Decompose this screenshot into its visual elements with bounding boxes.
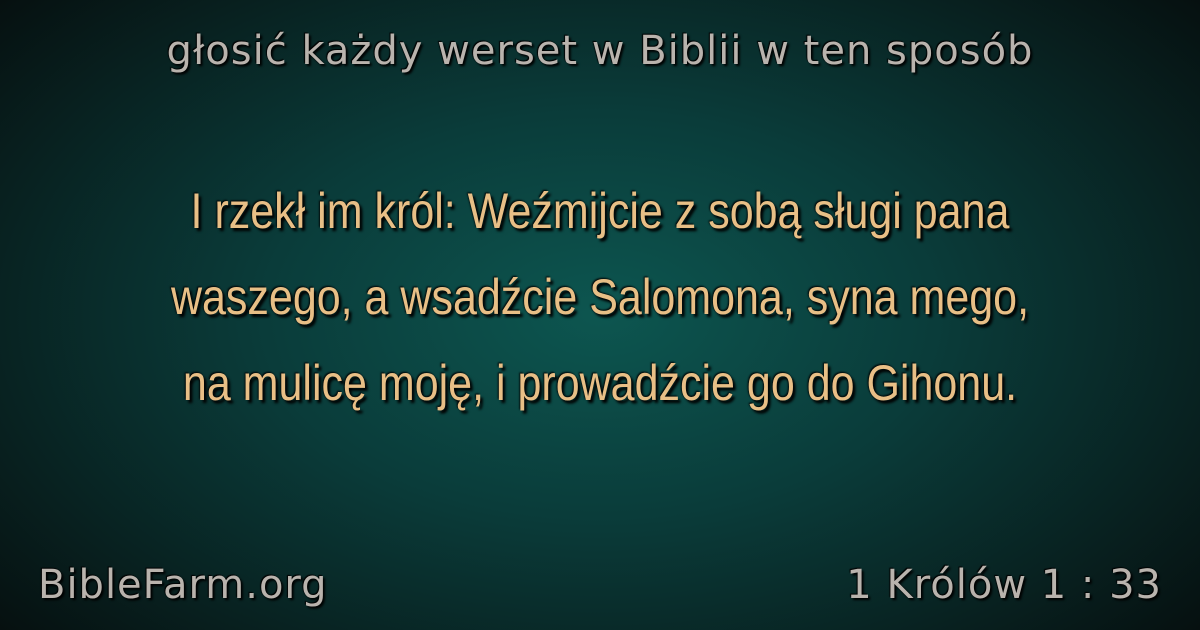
verse-text: [40, 168, 1160, 426]
verse-reference: 1 Królów 1 : 33: [846, 562, 1162, 608]
verse-line-1: I rzekł im król: Weźmijcie z sobą sługi pana: [190, 183, 1010, 239]
tagline: głosić każdy werset w Biblii w ten sposób: [166, 28, 1034, 74]
site-name: BibleFarm.org: [38, 562, 328, 608]
verse-line-2: waszego, a wsadźcie Salomona, syna mego,: [170, 269, 1030, 325]
verse-line-3: na mulicę moję, i prowadźcie go do Gihonu.: [182, 355, 1018, 411]
